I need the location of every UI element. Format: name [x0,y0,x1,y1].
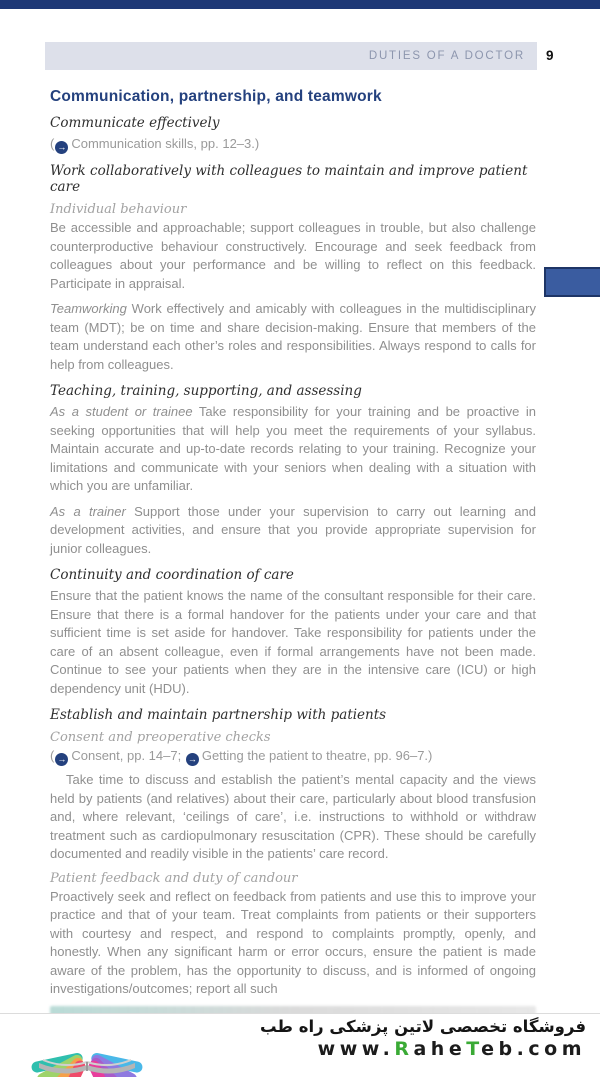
url-com: .com [516,1038,586,1060]
paragraph-individual-behaviour: Be accessible and approachable; support colleagues in trouble, but also challenge counterproductive behaviour constructively. Encourage and seek feedback from colleagues about your performance and be willing to reflect on this feedback. Participate in appraisal. [50,220,536,291]
paragraph-consent: Take time to discuss and establish the patient’s mental capacity and the views held by patients (and relatives) about their care, particularly about blood transfusion and, where relevant, ‘ceilings of care’, i.e. instructions to withhold or withdraw treatment such as cardiopulmonary resuscitation (CPR). These should be carefully documented and readily visible in the patients’ care record. [50,772,536,861]
cross-reference-icon: → [57,142,67,152]
url-www: www. [317,1038,395,1060]
raheteb-book-logo-icon [22,1019,152,1077]
page-content [50,88,536,1017]
bookstore-watermark-footer [0,1013,600,1080]
page-number: 9 [546,48,554,63]
xref-label: Communication skills, pp. 12–3.) [71,136,260,151]
xref-open-paren: ( [50,136,55,151]
cross-reference-icon: → [57,754,67,764]
subsection-communicate: Communicate effectively [50,115,220,131]
paragraph-body-trainer: Support those under your supervision to carry out learning and development activities, and ensure that you provide appropriate supervision for junior colleagues. [50,503,536,556]
bookstore-name-persian: فروشگاه تخصصی لاتین پزشکی راه طب [259,1017,586,1036]
paragraph-body-student: Take responsibility for your training and be proactive in seeking opportunities that will help you meet the requirements of your syllabus. Maintain accurate and up-to-date records relating to your training. Recognize your limitations and communicate with your seniors when dealing with a situation with which you are unfamiliar. [50,404,536,493]
heading-individual-behaviour: Individual behaviour [50,202,187,217]
bookstore-url [260,1038,586,1060]
paragraph-body-teamworking: Work effectively and amicably with colleagues in the multidisciplinary team (MDT); be on time and share decision-making. Ensure that members of the team understand each other’s roles and responsibilities. Always respond to calls for help from colleagues. [50,301,536,372]
paragraph-lead-student: As a student or trainee [50,404,193,419]
cross-reference-line [50,135,536,154]
cross-reference-line-consent [50,747,536,766]
paragraph-lead-teamworking: Teamworking [50,301,127,316]
subsection-teaching: Teaching, training, supporting, and assessing [50,383,362,399]
heading-consent-preoperative: Consent and preoperative checks [50,730,271,745]
paragraph-lead-trainer: As a trainer [50,503,126,519]
paragraph-teamworking [50,300,536,374]
paragraph-continuity: Ensure that the patient knows the name of the consultant responsible for their care. Ensure that there is a formal handover for the patients under your care and that sufficient time is set aside for handover. Take responsibility for patients under the care of an absent colleague, even if formal arrangements have not been made. Continue to see your patients when they are in the intensive care (ICU) or high dependency unit (HDU). [50,588,536,696]
chapter-thumb-tab [544,267,600,297]
cross-reference-icon: → [187,754,197,764]
xref2-open-paren: ( [50,748,55,763]
xref2-label-consent: Consent, pp. 14–7; [71,748,185,763]
subsection-establish-partnership: Establish and maintain partnership with patients [50,707,387,723]
paragraph-student-trainee [50,403,536,496]
url-ahe: ahe [413,1038,467,1060]
bookstore-text-block [260,1017,586,1060]
url-eb: eb [481,1038,517,1060]
top-navy-bar [0,0,600,9]
url-r-green: R [394,1038,414,1060]
paragraph-feedback: Proactively seek and reflect on feedback from patients and use this to improve your practice and that of your team. Treat complaints from patients or their supporters with courtesy and respect, and respond to complaints promptly, openly, and honestly. When any significant harm or error occurs, ensure the patient is made aware of the problem, has the opportunity to discuss, and is informed of ongoing investigations/outcomes; report all such [50,888,536,996]
subsection-continuity: Continuity and coordination of care [50,567,294,583]
paragraph-trainer [50,503,536,559]
url-t-green: T [466,1038,482,1060]
running-header-bar [45,42,537,70]
xref2-label-theatre: Getting the patient to theatre, pp. 96–7.) [201,748,433,763]
chapter-title: DUTIES OF A DOCTOR [368,50,525,62]
section-title: Communication, partnership, and teamwork [50,88,382,105]
subsection-collaborate: Work collaboratively with colleagues to maintain and improve patient care [50,163,528,195]
heading-patient-feedback: Patient feedback and duty of candour [50,870,298,886]
